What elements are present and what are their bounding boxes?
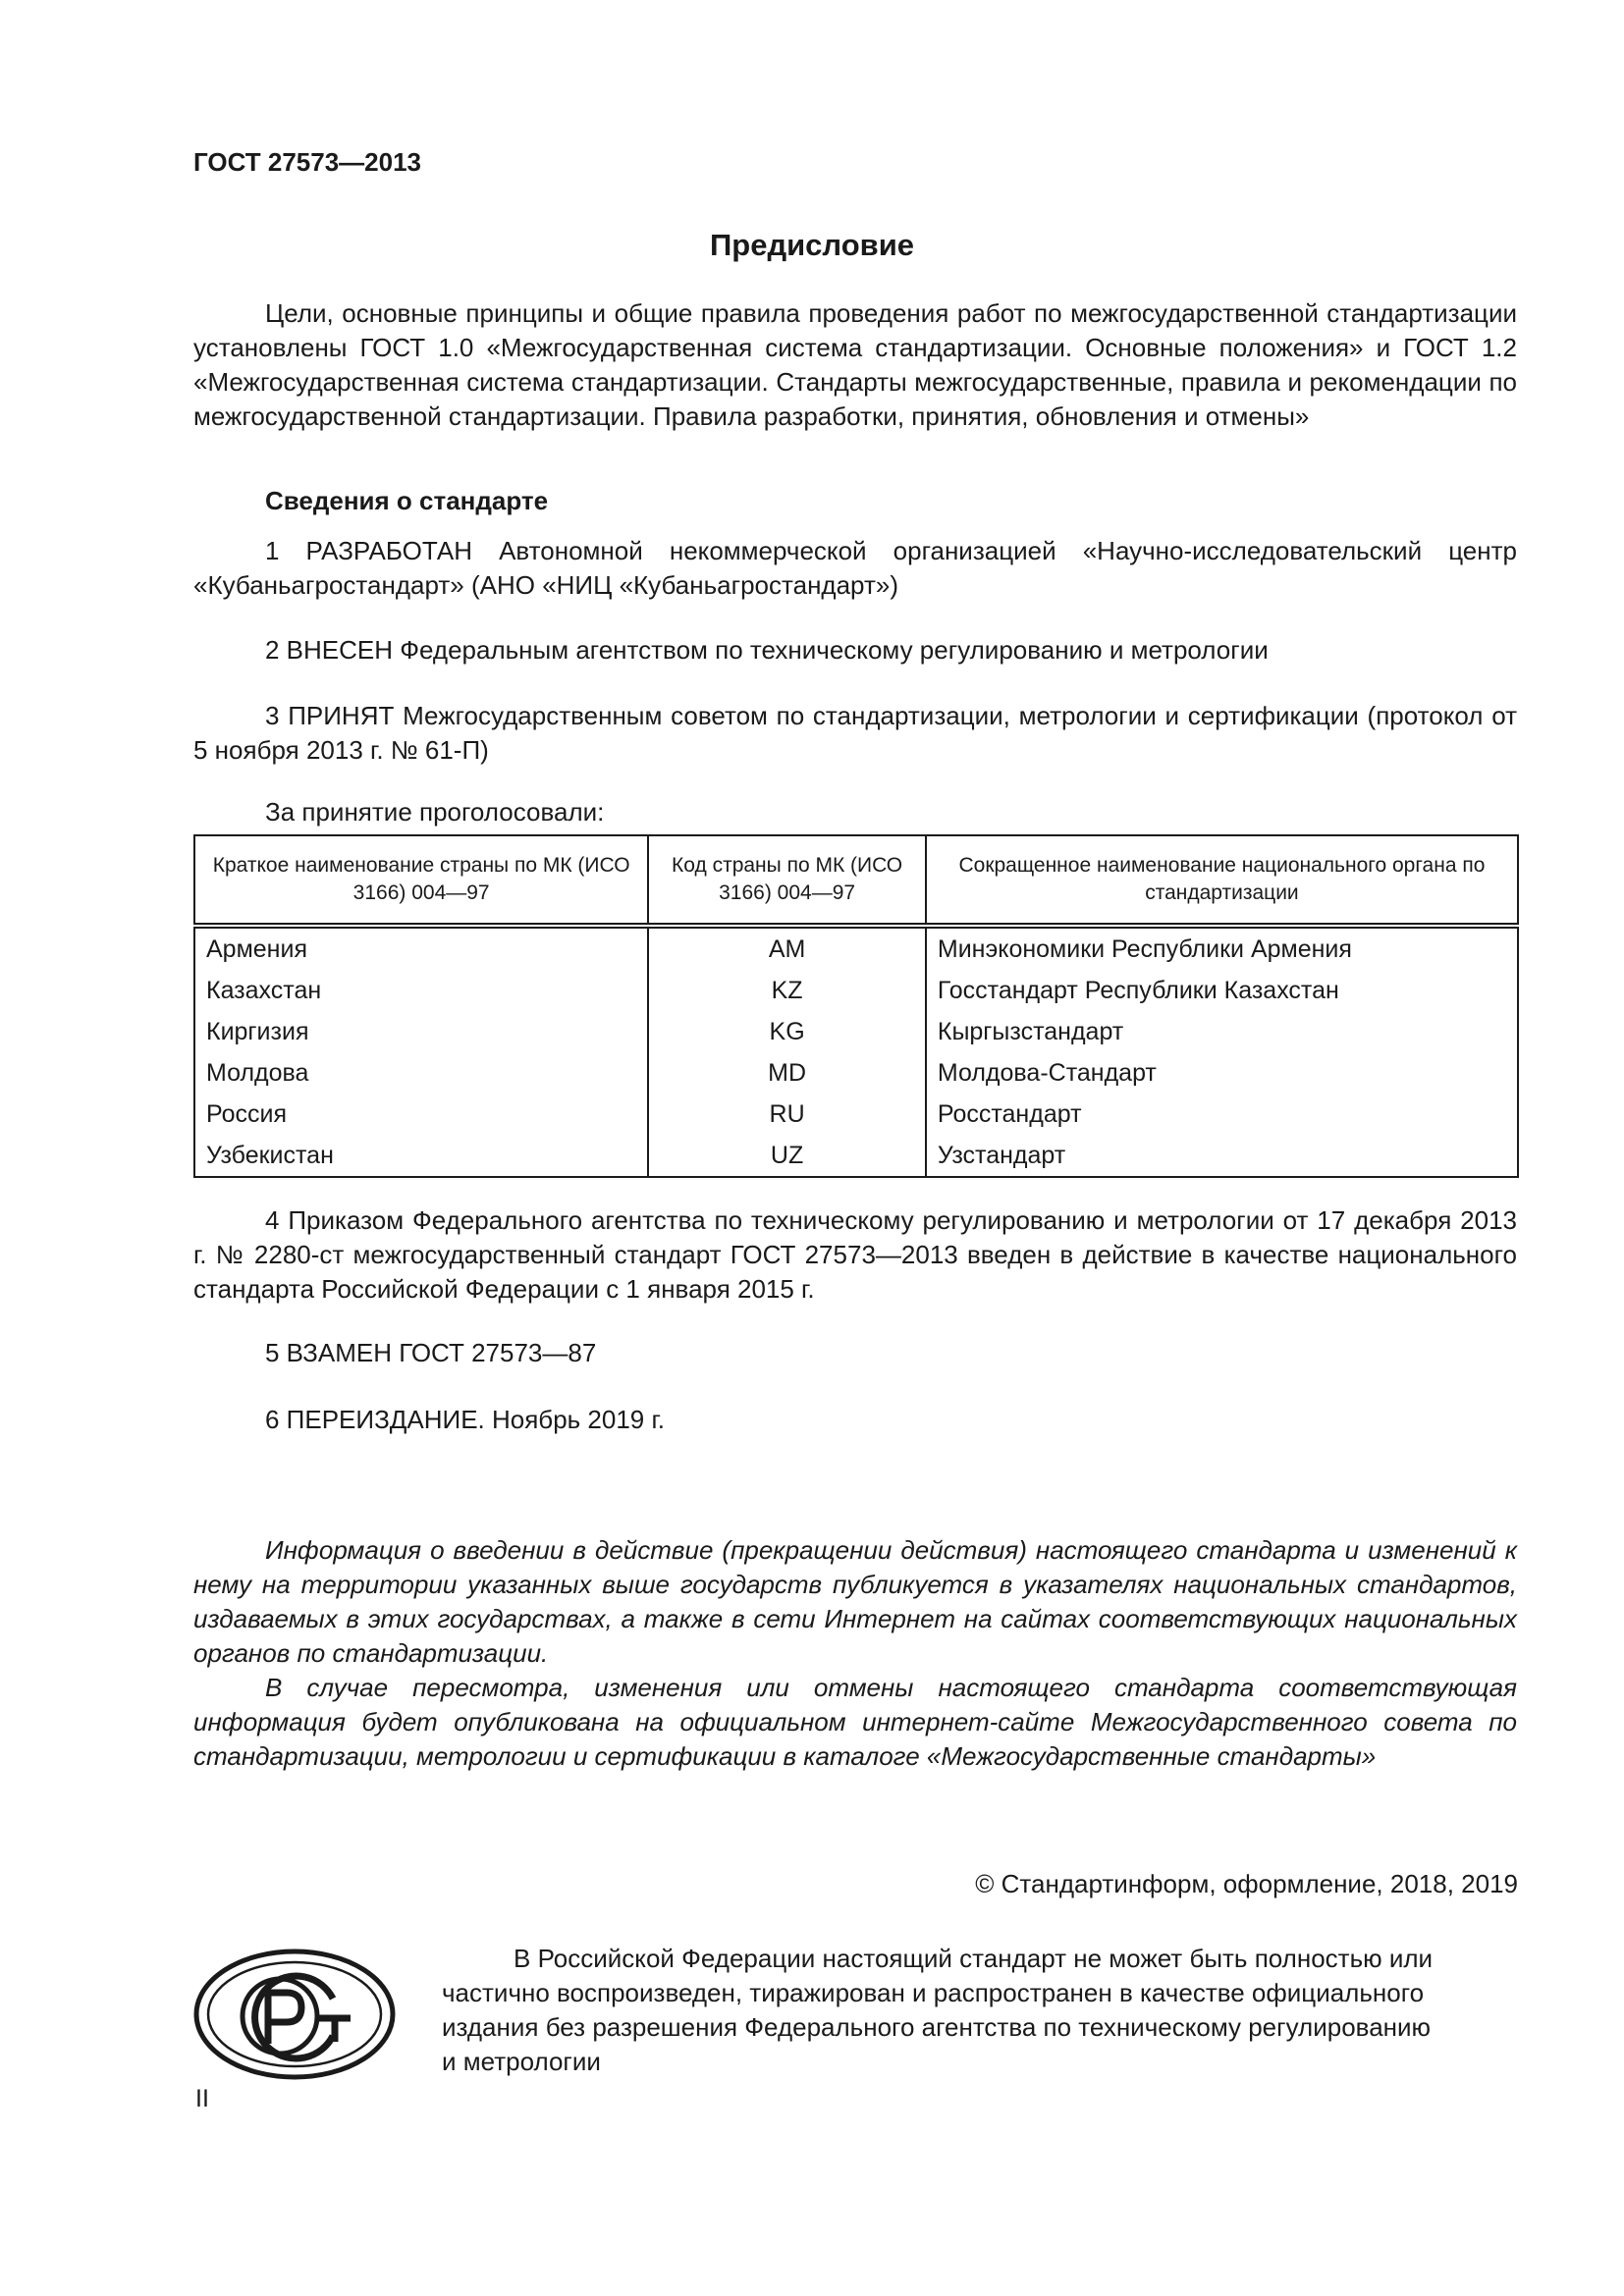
notice-paragraph-2: В случае пересмотра, изменения или отмены настоящего стандарта соответствующая информация будет опубликована на официальном интернет-сайте Межгосударственного совета по стандартизации, метрологии и сертификации в каталоге «Межгосударственные стандарты» bbox=[193, 1673, 1517, 1771]
rights-line-3: издания без разрешения Федерального агентства по техническому регулированию bbox=[442, 2012, 1432, 2042]
item-6-reissue: 6 ПЕРЕИЗДАНИЕ. Ноябрь 2019 г. bbox=[265, 1405, 666, 1434]
national-body: Госстандарт Республики Казахстан bbox=[926, 970, 1518, 1011]
copyright-notice: © Стандартинформ, оформление, 2018, 2019 bbox=[975, 1869, 1518, 1898]
country-code: UZ bbox=[648, 1135, 926, 1177]
rights-line-4: и метрологии bbox=[442, 2047, 601, 2076]
document-code: ГОСТ 27573—2013 bbox=[193, 147, 421, 177]
item-5-replaces: 5 ВЗАМЕН ГОСТ 27573—87 bbox=[265, 1338, 597, 1367]
table-row bbox=[194, 1135, 1518, 1177]
table-row bbox=[194, 1052, 1518, 1094]
country-name: Узбекистан bbox=[194, 1135, 648, 1177]
country-name: Казахстан bbox=[194, 970, 648, 1011]
logo-graphic bbox=[193, 1948, 396, 2081]
country-name: Киргизия bbox=[194, 1011, 648, 1052]
column-header-code: Код страны по МК (ИСО 3166) 004—97 bbox=[648, 835, 926, 926]
rights-notice bbox=[442, 1942, 1519, 2079]
info-heading: Сведения о стандарте bbox=[265, 486, 549, 515]
country-name: Армения bbox=[194, 926, 648, 970]
national-body: Молдова-Стандарт bbox=[926, 1052, 1518, 1094]
national-body: Кыргызстандарт bbox=[926, 1011, 1518, 1052]
rights-line-2: частично воспроизведен, тиражирован и распространен в качестве официального bbox=[442, 1978, 1425, 2007]
page-title: Предисловие bbox=[709, 228, 914, 262]
column-header-body: Сокращенное наименование национального органа по стандартизации bbox=[926, 835, 1518, 926]
page-number: II bbox=[195, 2085, 209, 2112]
item-1-developed: 1 РАЗРАБОТАН Автономной некоммерческой организацией «Научно-исследовательский центр «Кубаньагростандарт» (АНО «НИЦ «Кубаньагростандарт») bbox=[193, 536, 1517, 600]
intro-paragraph: Цели, основные принципы и общие правила проведения работ по межгосударственной стандартизации установлены ГОСТ 1.0 «Межгосударственная система стандартизации. Основные положения» и ГОСТ 1.2 «Межгосударственная система стандартизации. Стандарты межгосударственные, правила и рекомендации по межгосударственной стандартизации. Правила разработки, принятия, обновления и отмены» bbox=[193, 298, 1517, 431]
rst-certification-mark-icon bbox=[193, 1948, 396, 2086]
table-row bbox=[194, 926, 1518, 970]
national-body: Узстандарт bbox=[926, 1135, 1518, 1177]
rights-line-1: В Российской Федерации настоящий стандарт не может быть полностью или bbox=[514, 1944, 1434, 1973]
country-code: RU bbox=[648, 1094, 926, 1135]
country-code: KZ bbox=[648, 970, 926, 1011]
voting-countries-table bbox=[193, 834, 1519, 1178]
country-code: KG bbox=[648, 1011, 926, 1052]
national-body: Росстандарт bbox=[926, 1094, 1518, 1135]
item-4-order: 4 Приказом Федерального агентства по техническому регулированию и метрологии от 17 декабря 2013 г. № 2280-ст межгосударственный стандарт ГОСТ 27573—2013 введен в действие в качестве национального стандарта Российской Федерации с 1 января 2015 г. bbox=[193, 1205, 1517, 1304]
country-name: Молдова bbox=[194, 1052, 648, 1094]
country-code: AM bbox=[648, 926, 926, 970]
voted-label: За принятие проголосовали: bbox=[265, 797, 605, 827]
country-code: MD bbox=[648, 1052, 926, 1094]
column-header-country: Краткое наименование страны по МК (ИСО 3166) 004—97 bbox=[194, 835, 648, 926]
table-row bbox=[194, 970, 1518, 1011]
national-body: Минэкономики Республики Армения bbox=[926, 926, 1518, 970]
item-2-introduced: 2 ВНЕСЕН Федеральным агентством по техническому регулированию и метрологии bbox=[265, 635, 1269, 665]
country-name: Россия bbox=[194, 1094, 648, 1135]
table-row bbox=[194, 1094, 1518, 1135]
notice-paragraph-1: Информация о введении в действие (прекращении действия) настоящего стандарта и изменений к нему на территории указанных выше государств публикуется в указателях национальных стандартов, издаваемых в этих государствах, а также в сети Интернет на сайтах соответствующих национальных органов по стандартизации. bbox=[193, 1535, 1517, 1668]
table-header-row bbox=[194, 835, 1518, 926]
table-row bbox=[194, 1011, 1518, 1052]
item-3-adopted: 3 ПРИНЯТ Межгосударственным советом по стандартизации, метрологии и сертификации (протокол от 5 ноября 2013 г. № 61-П) bbox=[193, 701, 1517, 765]
